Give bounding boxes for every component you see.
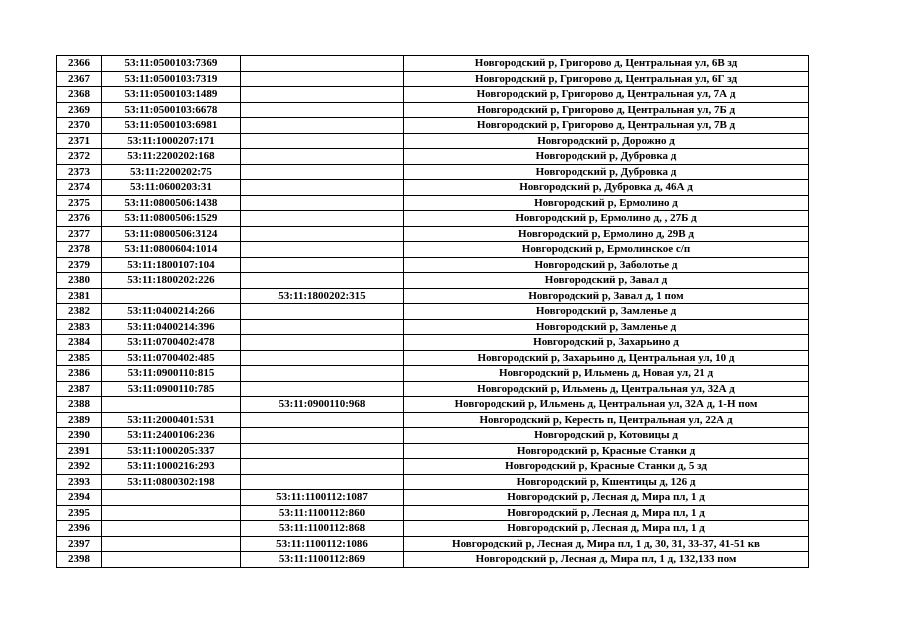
premises-cadastral-number-cell — [241, 304, 404, 320]
premises-cadastral-number-cell — [241, 381, 404, 397]
row-number-cell: 2367 — [57, 71, 102, 87]
row-number-cell: 2396 — [57, 521, 102, 537]
address-cell: Новгородский р, Дубровка д — [404, 149, 809, 165]
row-number-cell: 2390 — [57, 428, 102, 444]
address-cell: Новгородский р, Григорово д, Центральная ул, 6В зд — [404, 56, 809, 72]
cadastral-number-cell: 53:11:0500103:7369 — [102, 56, 241, 72]
property-table-body — [57, 56, 809, 568]
table-row — [57, 87, 809, 103]
table-row — [57, 56, 809, 72]
row-number-cell: 2375 — [57, 195, 102, 211]
table-row — [57, 149, 809, 165]
document-sheet — [56, 55, 809, 568]
address-cell: Новгородский р, Замленье д — [404, 319, 809, 335]
table-row — [57, 133, 809, 149]
premises-cadastral-number-cell — [241, 335, 404, 351]
table-row — [57, 536, 809, 552]
cadastral-number-cell: 53:11:1000216:293 — [102, 459, 241, 475]
cadastral-number-cell: 53:11:2200202:168 — [102, 149, 241, 165]
table-row — [57, 428, 809, 444]
premises-cadastral-number-cell — [241, 242, 404, 258]
address-cell: Новгородский р, Григорово д, Центральная ул, 7Б д — [404, 102, 809, 118]
row-number-cell: 2398 — [57, 552, 102, 568]
row-number-cell: 2391 — [57, 443, 102, 459]
address-cell: Новгородский р, Григорово д, Центральная ул, 6Г зд — [404, 71, 809, 87]
address-cell: Новгородский р, Ильмень д, Центральная ул, 32А д — [404, 381, 809, 397]
row-number-cell: 2387 — [57, 381, 102, 397]
row-number-cell: 2386 — [57, 366, 102, 382]
cadastral-number-cell — [102, 397, 241, 413]
premises-cadastral-number-cell — [241, 211, 404, 227]
premises-cadastral-number-cell — [241, 412, 404, 428]
table-row — [57, 180, 809, 196]
table-row — [57, 474, 809, 490]
table-row — [57, 412, 809, 428]
cadastral-number-cell: 53:11:0700402:485 — [102, 350, 241, 366]
table-row — [57, 164, 809, 180]
table-row — [57, 257, 809, 273]
cadastral-number-cell: 53:11:0800604:1014 — [102, 242, 241, 258]
address-cell: Новгородский р, Ильмень д, Новая ул, 21 д — [404, 366, 809, 382]
cadastral-number-cell — [102, 288, 241, 304]
cadastral-number-cell: 53:11:0900110:785 — [102, 381, 241, 397]
table-row — [57, 335, 809, 351]
cadastral-number-cell: 53:11:0500103:7319 — [102, 71, 241, 87]
address-cell: Новгородский р, Григорово д, Центральная ул, 7В д — [404, 118, 809, 134]
table-row — [57, 195, 809, 211]
row-number-cell: 2384 — [57, 335, 102, 351]
row-number-cell: 2370 — [57, 118, 102, 134]
premises-cadastral-number-cell — [241, 180, 404, 196]
row-number-cell: 2389 — [57, 412, 102, 428]
premises-cadastral-number-cell: 53:11:1100112:1087 — [241, 490, 404, 506]
table-row — [57, 397, 809, 413]
address-cell: Новгородский р, Ермолино д, , 27Б д — [404, 211, 809, 227]
premises-cadastral-number-cell — [241, 474, 404, 490]
premises-cadastral-number-cell — [241, 226, 404, 242]
row-number-cell: 2378 — [57, 242, 102, 258]
cadastral-number-cell: 53:11:2200202:75 — [102, 164, 241, 180]
address-cell: Новгородский р, Кшентицы д, 126 д — [404, 474, 809, 490]
row-number-cell: 2377 — [57, 226, 102, 242]
premises-cadastral-number-cell — [241, 56, 404, 72]
cadastral-number-cell — [102, 521, 241, 537]
address-cell: Новгородский р, Лесная д, Мира пл, 1 д — [404, 490, 809, 506]
row-number-cell: 2382 — [57, 304, 102, 320]
address-cell: Новгородский р, Дорожно д — [404, 133, 809, 149]
row-number-cell: 2388 — [57, 397, 102, 413]
row-number-cell: 2372 — [57, 149, 102, 165]
premises-cadastral-number-cell: 53:11:1100112:860 — [241, 505, 404, 521]
cadastral-number-cell: 53:11:0800302:198 — [102, 474, 241, 490]
row-number-cell: 2376 — [57, 211, 102, 227]
row-number-cell: 2395 — [57, 505, 102, 521]
address-cell: Новгородский р, Лесная д, Мира пл, 1 д, 132,133 пом — [404, 552, 809, 568]
address-cell: Новгородский р, Григорово д, Центральная ул, 7А д — [404, 87, 809, 103]
table-row — [57, 521, 809, 537]
row-number-cell: 2392 — [57, 459, 102, 475]
address-cell: Новгородский р, Завал д, 1 пом — [404, 288, 809, 304]
cadastral-number-cell: 53:11:0400214:396 — [102, 319, 241, 335]
cadastral-number-cell: 53:11:0600203:31 — [102, 180, 241, 196]
premises-cadastral-number-cell — [241, 195, 404, 211]
row-number-cell: 2366 — [57, 56, 102, 72]
cadastral-number-cell: 53:11:1800202:226 — [102, 273, 241, 289]
cadastral-number-cell: 53:11:0700402:478 — [102, 335, 241, 351]
table-row — [57, 242, 809, 258]
premises-cadastral-number-cell — [241, 273, 404, 289]
row-number-cell: 2373 — [57, 164, 102, 180]
premises-cadastral-number-cell — [241, 459, 404, 475]
premises-cadastral-number-cell — [241, 87, 404, 103]
table-row — [57, 350, 809, 366]
table-row — [57, 288, 809, 304]
cadastral-number-cell: 53:11:2400106:236 — [102, 428, 241, 444]
table-row — [57, 304, 809, 320]
premises-cadastral-number-cell — [241, 133, 404, 149]
table-row — [57, 366, 809, 382]
cadastral-number-cell: 53:11:0800506:1529 — [102, 211, 241, 227]
address-cell: Новгородский р, Завал д — [404, 273, 809, 289]
premises-cadastral-number-cell — [241, 149, 404, 165]
premises-cadastral-number-cell — [241, 257, 404, 273]
cadastral-number-cell: 53:11:0500103:1489 — [102, 87, 241, 103]
address-cell: Новгородский р, Котовицы д — [404, 428, 809, 444]
premises-cadastral-number-cell: 53:11:0900110:968 — [241, 397, 404, 413]
address-cell: Новгородский р, Ермолино д — [404, 195, 809, 211]
row-number-cell: 2368 — [57, 87, 102, 103]
cadastral-number-cell: 53:11:1000207:171 — [102, 133, 241, 149]
table-row — [57, 211, 809, 227]
premises-cadastral-number-cell — [241, 118, 404, 134]
premises-cadastral-number-cell: 53:11:1800202:315 — [241, 288, 404, 304]
table-row — [57, 381, 809, 397]
table-row — [57, 226, 809, 242]
address-cell: Новгородский р, Ильмень д, Центральная ул, 32А д, 1-Н пом — [404, 397, 809, 413]
table-row — [57, 273, 809, 289]
table-row — [57, 552, 809, 568]
premises-cadastral-number-cell — [241, 102, 404, 118]
premises-cadastral-number-cell — [241, 428, 404, 444]
address-cell: Новгородский р, Лесная д, Мира пл, 1 д, 30, 31, 33-37, 41-51 кв — [404, 536, 809, 552]
table-row — [57, 118, 809, 134]
premises-cadastral-number-cell — [241, 366, 404, 382]
cadastral-number-cell: 53:11:0400214:266 — [102, 304, 241, 320]
table-row — [57, 443, 809, 459]
row-number-cell: 2380 — [57, 273, 102, 289]
address-cell: Новгородский р, Ермолинское с/п — [404, 242, 809, 258]
table-row — [57, 319, 809, 335]
premises-cadastral-number-cell — [241, 71, 404, 87]
cadastral-number-cell — [102, 552, 241, 568]
cadastral-number-cell — [102, 536, 241, 552]
row-number-cell: 2385 — [57, 350, 102, 366]
cadastral-number-cell — [102, 490, 241, 506]
row-number-cell: 2394 — [57, 490, 102, 506]
row-number-cell: 2369 — [57, 102, 102, 118]
address-cell: Новгородский р, Захарьино д, Центральная ул, 10 д — [404, 350, 809, 366]
premises-cadastral-number-cell — [241, 319, 404, 335]
table-row — [57, 102, 809, 118]
table-row — [57, 459, 809, 475]
row-number-cell: 2379 — [57, 257, 102, 273]
cadastral-number-cell: 53:11:0500103:6678 — [102, 102, 241, 118]
row-number-cell: 2381 — [57, 288, 102, 304]
address-cell: Новгородский р, Дубровка д, 46А д — [404, 180, 809, 196]
row-number-cell: 2393 — [57, 474, 102, 490]
cadastral-number-cell — [102, 505, 241, 521]
address-cell: Новгородский р, Замленье д — [404, 304, 809, 320]
cadastral-number-cell: 53:11:0800506:1438 — [102, 195, 241, 211]
address-cell: Новгородский р, Лесная д, Мира пл, 1 д — [404, 505, 809, 521]
cadastral-number-cell: 53:11:2000401:531 — [102, 412, 241, 428]
address-cell: Новгородский р, Дубровка д — [404, 164, 809, 180]
table-row — [57, 505, 809, 521]
table-row — [57, 490, 809, 506]
cadastral-number-cell: 53:11:0800506:3124 — [102, 226, 241, 242]
cadastral-number-cell: 53:11:0500103:6981 — [102, 118, 241, 134]
address-cell: Новгородский р, Красные Станки д — [404, 443, 809, 459]
property-table — [56, 55, 809, 568]
address-cell: Новгородский р, Лесная д, Мира пл, 1 д — [404, 521, 809, 537]
table-row — [57, 71, 809, 87]
row-number-cell: 2383 — [57, 319, 102, 335]
cadastral-number-cell: 53:11:0900110:815 — [102, 366, 241, 382]
address-cell: Новгородский р, Ермолино д, 29В д — [404, 226, 809, 242]
premises-cadastral-number-cell — [241, 350, 404, 366]
premises-cadastral-number-cell — [241, 164, 404, 180]
address-cell: Новгородский р, Красные Станки д, 5 зд — [404, 459, 809, 475]
address-cell: Новгородский р, Кересть п, Центральная ул, 22А д — [404, 412, 809, 428]
premises-cadastral-number-cell — [241, 443, 404, 459]
row-number-cell: 2371 — [57, 133, 102, 149]
cadastral-number-cell: 53:11:1800107:104 — [102, 257, 241, 273]
row-number-cell: 2374 — [57, 180, 102, 196]
row-number-cell: 2397 — [57, 536, 102, 552]
address-cell: Новгородский р, Захарьино д — [404, 335, 809, 351]
premises-cadastral-number-cell: 53:11:1100112:1086 — [241, 536, 404, 552]
premises-cadastral-number-cell: 53:11:1100112:869 — [241, 552, 404, 568]
premises-cadastral-number-cell: 53:11:1100112:868 — [241, 521, 404, 537]
cadastral-number-cell: 53:11:1000205:337 — [102, 443, 241, 459]
address-cell: Новгородский р, Заболотье д — [404, 257, 809, 273]
